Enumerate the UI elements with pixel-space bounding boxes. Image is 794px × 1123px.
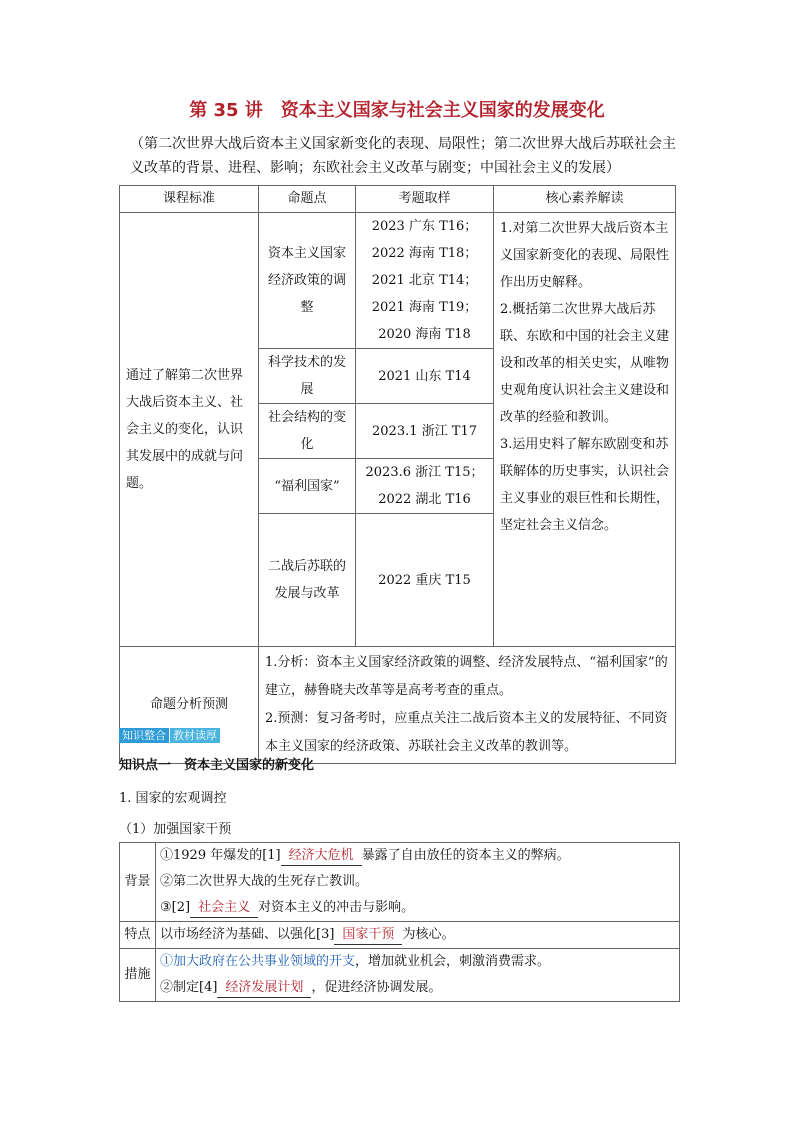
answer-blank-2: 社会主义: [190, 899, 258, 918]
samples-4: [356, 459, 494, 514]
sample: 2021 北京 T14；: [371, 273, 478, 288]
text: ③[2]: [160, 900, 191, 915]
sample: 2021 海南 T19；: [371, 300, 478, 315]
course-standard: 通过了解第二次世界大战后资本主义、社会主义的变化，认识其发展中的成就与问题。: [120, 213, 259, 647]
text: ，增加就业机会，刺激消费需求。: [355, 954, 551, 969]
measure-item: [160, 975, 675, 1001]
background-item: [160, 843, 675, 869]
table-header-row: [120, 186, 676, 213]
literacy-cell: [494, 213, 676, 647]
analysis-row: [120, 647, 676, 764]
background-item: ②第二次世界大战的生死存亡教训。: [160, 874, 369, 889]
sample: 2022 海南 T18；: [371, 246, 478, 261]
point-2: 科学技术的发展: [259, 349, 356, 404]
highlighted-text: ①加大政府在公共事业领域的开支: [160, 954, 356, 969]
section-heading: 1. 国家的宏观调控: [119, 791, 227, 806]
samples-2: 2021 山东 T14: [356, 349, 494, 404]
table-row: [120, 843, 680, 922]
sample: 2023 广东 T16；: [371, 219, 478, 234]
point-3: 社会结构的变化: [259, 404, 356, 459]
text: 暴露了自由放任的资本主义的弊病。: [361, 848, 570, 863]
answer-blank-4: 经济发展计划: [217, 979, 311, 998]
background-item: [160, 895, 675, 921]
measure-item: [160, 949, 675, 975]
table-row: [120, 213, 676, 349]
knowledge-point-title: 知识点一 资本主义国家的新变化: [119, 758, 315, 773]
literacy-item: 1.对第二次世界大战后资本主义国家新变化的表现、局限性作出历史解释。: [500, 221, 670, 290]
point-5: 二战后苏联的发展与改革: [259, 514, 356, 647]
background-content: [156, 843, 680, 922]
analysis-label: 命题分析预测: [120, 647, 259, 764]
samples-3: 2023.1 浙江 T17: [356, 404, 494, 459]
samples-5: 2022 重庆 T15: [356, 514, 494, 647]
sample: 2023.6 浙江 T15；: [365, 465, 484, 480]
curriculum-table: [119, 185, 676, 764]
background-label: 背景: [120, 843, 156, 922]
answer-blank-1: 经济大危机: [281, 847, 362, 866]
sample: 2020 海南 T18: [378, 327, 471, 342]
text: ①1929 年爆发的[1]: [160, 848, 281, 863]
tag-knowledge: 知识整合: [119, 728, 169, 743]
intervention-table: [119, 842, 680, 1002]
text: 为核心。: [402, 927, 455, 942]
samples-1: [356, 213, 494, 349]
measure-label: 措施: [120, 949, 156, 1002]
literacy-item: 2.概括第二次世界大战后苏联、东欧和中国的社会主义建设和改革的相关史实，从唯物史观角度认识社会主义建设和改革的经验和教训。: [500, 302, 670, 425]
section-tags: [119, 728, 220, 743]
text: 以市场经济为基础、以强化[3]: [160, 927, 335, 942]
analysis-item: 1.分析：资本主义国家经济政策的调整、经济发展特点、“福利国家”的建立，赫鲁晓夫改革等是高考考查的重点。: [265, 655, 668, 698]
point-1: 资本主义国家经济政策的调整: [259, 213, 356, 349]
analysis-content: [259, 647, 676, 764]
subsection-heading: （1）加强国家干预: [119, 822, 232, 837]
page-title: 第 35 讲 资本主义国家与社会主义国家的发展变化: [189, 100, 605, 121]
answer-blank-3: 国家干预: [334, 926, 402, 945]
point-4: “福利国家”: [259, 459, 356, 514]
sample: 2022 湖北 T16: [378, 492, 471, 507]
feature-label: 特点: [120, 922, 156, 949]
header-point: 命题点: [259, 186, 356, 213]
header-standard: 课程标准: [120, 186, 259, 213]
page-subtitle: （第二次世界大战后资本主义国家新变化的表现、局限性；第二次世界大战后苏联社会主义改革的背景、进程、影响；东欧社会主义改革与剧变；中国社会主义的发展）: [130, 136, 676, 176]
text: 对资本主义的冲击与影响。: [258, 900, 415, 915]
header-literacy: 核心素养解读: [494, 186, 676, 213]
header-samples: 考题取样: [356, 186, 494, 213]
text: ②制定[4]: [160, 980, 218, 995]
text: ，促进经济协调发展。: [311, 980, 442, 995]
table-row: [120, 949, 680, 1002]
table-row: [120, 922, 680, 949]
feature-content: [156, 922, 680, 949]
measure-content: [156, 949, 680, 1002]
analysis-item: 2.预测：复习备考时，应重点关注二战后资本主义的发展特征、不同资本主义国家的经济政策、苏联社会主义改革的教训等。: [265, 711, 668, 754]
literacy-item: 3.运用史料了解东欧剧变和苏联解体的历史事实，认识社会主义事业的艰巨性和长期性，坚定社会主义信念。: [500, 437, 670, 533]
tag-textbook: 教材读厚: [170, 728, 220, 743]
